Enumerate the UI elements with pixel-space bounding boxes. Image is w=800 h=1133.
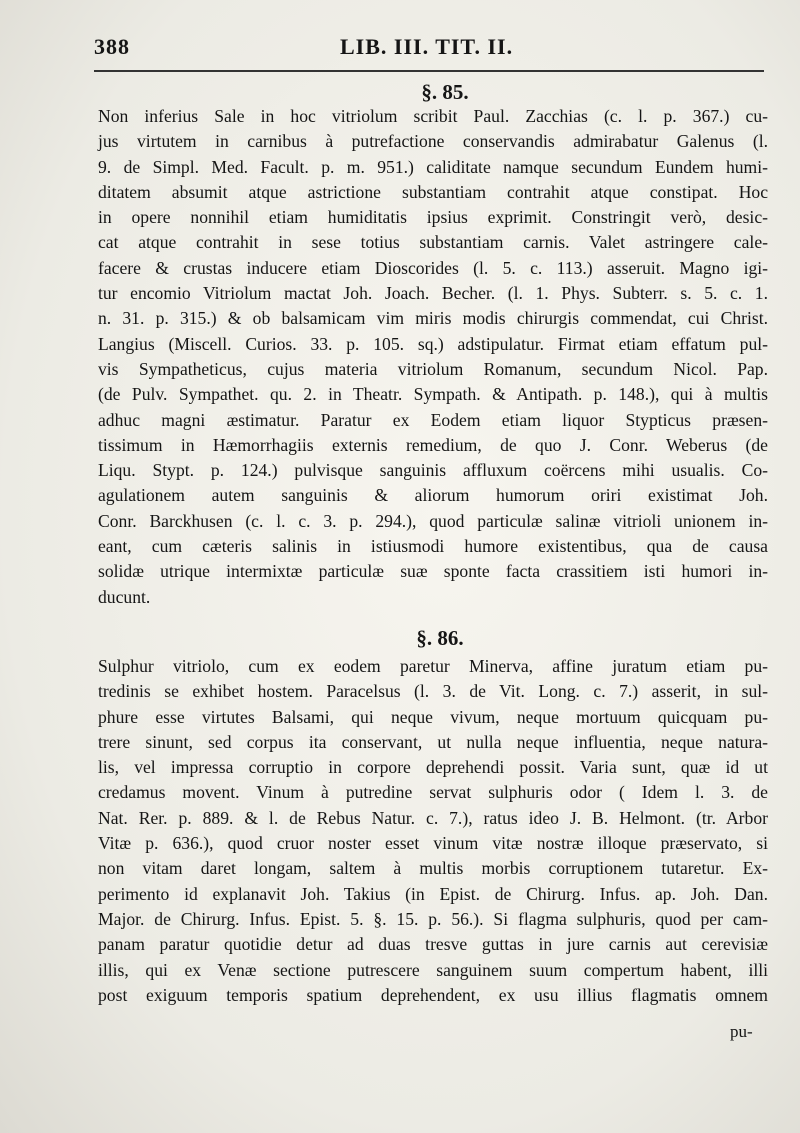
text-line: solidæ utrique intermixtæ particulæ suæ sponte facta crassitiem isti humori in-: [98, 561, 768, 582]
text-line: n. 31. p. 315.) & ob balsamicam vim miris modis chirurgis commendat, cui Christ.: [98, 308, 768, 329]
text-line: trere sinunt, sed corpus ita conservant, ut nulla neque influentia, neque natura-: [98, 731, 768, 752]
text-line: in opere nonnihil etiam humiditatis ipsius exprimit. Constringit verò, desic-: [98, 207, 768, 228]
section-heading-86: §. 86.: [416, 626, 464, 650]
text-line: cat atque contrahit in sese totius substantiam carnis. Valet astringere cale-: [98, 232, 768, 253]
text-line: Conr. Barckhusen (c. l. c. 3. p. 294.), quod particulæ salinæ vitrioli unionem in-: [98, 510, 768, 531]
text-line: perimento id explanavit Joh. Takius (in Epist. de Chirurg. Infus. ap. Joh. Dan.: [98, 883, 768, 904]
text-line: lis, vel impressa corruptio in corpore deprehendi possit. Varia sunt, quæ id ut: [98, 757, 768, 778]
header-rule: [94, 70, 764, 72]
running-title: LIB. III. TIT. II.: [340, 34, 514, 59]
text-line: Liqu. Stypt. p. 124.) pulvisque sanguinis affluxum coërcens mihi usualis. Co-: [98, 460, 768, 481]
text-line: eant, cum cæteris salinis in istiusmodi humore existentibus, qua de causa: [98, 536, 768, 557]
text-line: adhuc magni æstimatur. Paratur ex Eodem etiam liquor Stypticus præsen-: [98, 409, 768, 430]
section-85-paragraph: [98, 104, 768, 610]
text-line: Vitæ p. 636.), quod cruor noster esset vinum vitæ nostræ illoque præservato, si: [98, 833, 768, 854]
text-line: non vitam daret longam, saltem à multis morbis corruptionem tutaretur. Ex-: [98, 858, 768, 879]
text-line: phure esse virtutes Balsami, qui neque vivum, neque mortuum quicquam pu-: [98, 706, 768, 727]
text-line: vis Sympatheticus, cujus materia vitriolum Romanum, secundum Nicol. Pap.: [98, 358, 768, 379]
section-86-paragraph: [98, 654, 768, 1008]
text-line: ducunt.: [98, 586, 151, 607]
text-line: Langius (Miscell. Curios. 33. p. 105. sq.) adstipulatur. Firmat etiam effatum pul-: [98, 333, 768, 354]
text-line: (de Pulv. Sympathet. qu. 2. in Theatr. Sympath. & Antipath. p. 148.), qui à multis: [98, 384, 768, 405]
text-line: jus virtutem in carnibus à putrefactione conservandis admirabatur Galenus (l.: [98, 131, 768, 152]
text-line: Nat. Rer. p. 889. & l. de Rebus Natur. c. 7.), ratus ideo J. B. Helmont. (tr. Arbor: [98, 807, 768, 828]
text-line: ditatem absumit atque astrictione substantiam contrahit atque constipat. Hoc: [98, 181, 768, 202]
text-line: credamus movent. Vinum à putredine servat sulphuris odor ( Idem l. 3. de: [98, 782, 768, 803]
page-header: [94, 34, 764, 66]
text-line: Major. de Chirurg. Infus. Epist. 5. §. 15. p. 56.). Si flagma sulphuris, quod per cam-: [98, 908, 768, 929]
text-line: tur encomio Vitriolum mactat Joh. Joach. Becher. (l. 1. Phys. Subterr. s. 5. c. 1.: [98, 283, 768, 304]
page-number: 388: [94, 34, 130, 59]
text-line: Non inferius Sale in hoc vitriolum scribit Paul. Zacchias (c. l. p. 367.) cu-: [98, 106, 768, 126]
text-line: Sulphur vitriolo, cum ex eodem paretur Minerva, affine juratum etiam pu-: [98, 656, 768, 676]
text-line: 9. de Simpl. Med. Facult. p. m. 951.) caliditate namque secundum Eundem humi-: [98, 156, 768, 177]
catchword: pu-: [730, 1022, 753, 1041]
text-line: facere & crustas inducere etiam Dioscorides (l. 5. c. 113.) asseruit. Magno igi-: [98, 257, 768, 278]
text-line: agulationem autem sanguinis & aliorum humorum oriri existimat Joh.: [98, 485, 768, 506]
text-line: post exiguum temporis spatium deprehendent, ex usu illius flagmatis omnem: [98, 984, 768, 1005]
text-line: tissimum in Hæmorrhagiis externis remedium, de quo J. Conr. Weberus (de: [98, 434, 768, 455]
text-line: tredinis se exhibet hostem. Paracelsus (l. 3. de Vit. Long. c. 7.) asserit, in sul-: [98, 681, 768, 702]
section-heading-85: §. 85.: [421, 80, 469, 104]
text-line: illis, qui ex Venæ sectione putrescere sanguinem suum compertum habent, illi: [98, 959, 768, 980]
text-line: panam paratur quotidie detur ad duas tresve guttas in jure carnis aut cerevisiæ: [98, 934, 768, 955]
